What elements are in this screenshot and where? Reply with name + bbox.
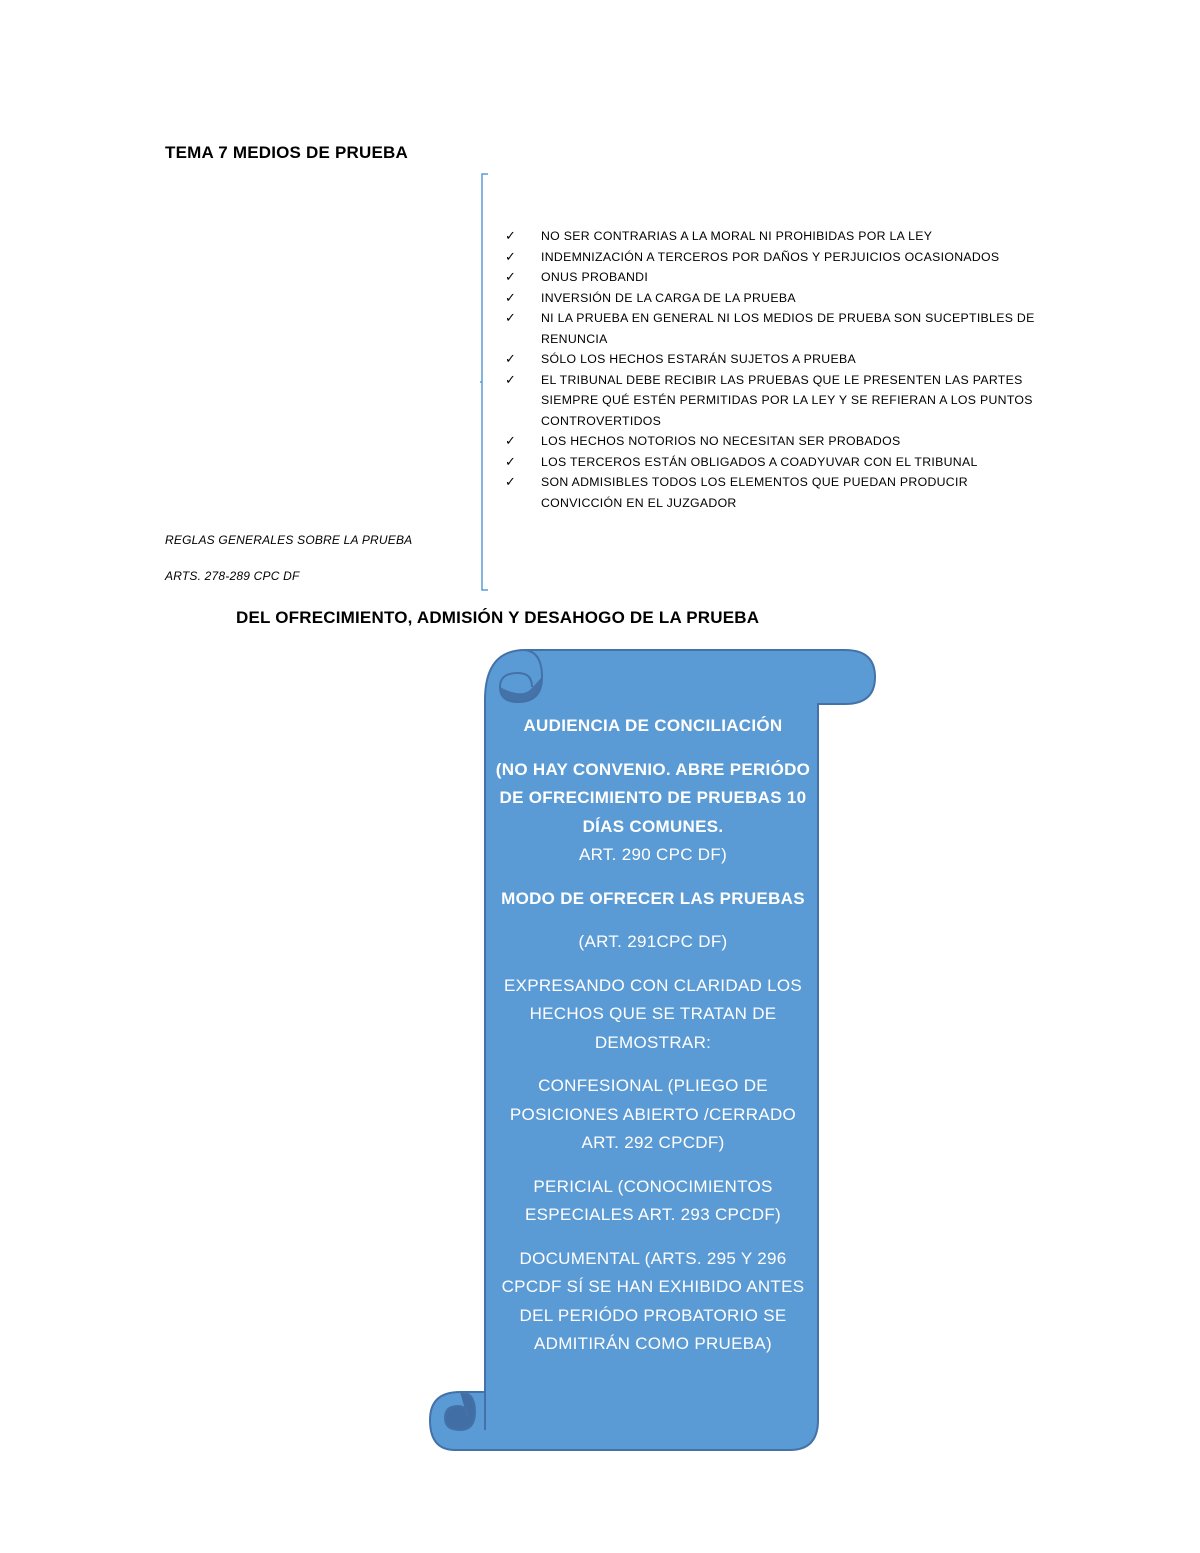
rules-heading: REGLAS GENERALES SOBRE LA PRUEBA [165,533,413,547]
checkmark-icon: ✓ [505,228,517,243]
rule-item [505,226,1045,247]
rule-item [505,370,1045,432]
checkmark-icon: ✓ [505,453,517,469]
rule-item [505,349,1045,370]
rule-text: INDEMNIZACIÓN A TERCEROS POR DAÑOS Y PERJUICIOS OCASIONADOS [541,249,1000,264]
checkmark-icon: ✓ [505,371,517,387]
rule-item [505,431,1045,452]
expresando-text: EXPRESANDO CON CLARIDAD LOS HECHOS QUE SE TRATAN DE DEMOSTRAR: [503,975,803,1052]
checkmark-icon: ✓ [505,289,517,305]
rule-text: NO SER CONTRARIAS A LA MORAL NI PROHIBIDAS POR LA LEY [541,229,933,243]
no-convenio-art: ART. 290 CPC DF) [578,845,728,864]
left-bracket [480,173,490,591]
rule-text: SÓLO LOS HECHOS ESTARÁN SUJETOS A PRUEBA [541,352,856,366]
pericial-text: PERICIAL (CONOCIMIENTOS ESPECIALES ART. 293 CPCDF) [525,1176,781,1224]
rule-text: ONUS PROBANDI [541,270,649,284]
modo-heading: MODO DE OFRECER LAS PRUEBAS [501,888,805,908]
rule-item [505,247,1045,268]
modo-art: (ART. 291CPC DF) [578,932,728,951]
confesional-text: CONFESIONAL (PLIEGO DE POSICIONES ABIERTO /CERRADO ART. 292 CPCDF) [509,1076,797,1152]
rule-item [505,308,1045,349]
checkmark-icon: ✓ [505,310,517,325]
section-heading: DEL OFRECIMIENTO, ADMISIÓN Y DESAHOGO DE LA PRUEBA [236,608,760,627]
documental-text: DOCUMENTAL (ARTS. 295 Y 296 CPCDF SÍ SE HAN EXHIBIDO ANTES DEL PERIÓDO PROBATORIO SE ADMITIRÁN COMO PRUEBA) [501,1248,805,1353]
rule-text: NI LA PRUEBA EN GENERAL NI LOS MEDIOS DE PRUEBA SON SUCEPTIBLES DE RENUNCIA [541,311,1035,346]
rule-item [505,472,1045,513]
rule-item [505,267,1045,288]
checkmark-icon: ✓ [505,248,517,264]
articles-reference: ARTS. 278-289 CPC DF [165,569,300,583]
rule-item [505,288,1045,309]
no-convenio-block [492,756,814,870]
rules-list [505,226,1045,513]
rule-text: LOS HECHOS NOTORIOS NO NECESITAN SER PROBADOS [541,434,901,448]
scroll-heading: AUDIENCIA DE CONCILIACIÓN [523,716,783,735]
rule-text: INVERSIÓN DE LA CARGA DE LA PRUEBA [541,290,796,305]
rule-text: LOS TERCEROS ESTÁN OBLIGADOS A COADYUVAR CON EL TRIBUNAL [541,454,978,469]
rule-text: EL TRIBUNAL DEBE RECIBIR LAS PRUEBAS QUE LE PRESENTEN LAS PARTES SIEMPRE QUÉ ESTÉN PERMITIDAS POR LA LEY Y SE REFIERAN A LOS PUNTOS CONTROVERTIDOS [541,372,1033,428]
document-title: TEMA 7 MEDIOS DE PRUEBA [165,143,408,162]
no-convenio-text: (NO HAY CONVENIO. ABRE PERIÓDO DE OFRECIMIENTO DE PRUEBAS 10 DÍAS COMUNES. [495,759,811,836]
checkmark-icon: ✓ [505,433,517,448]
checkmark-icon: ✓ [505,474,517,489]
scroll-content [492,712,814,1374]
checkmark-icon: ✓ [505,351,517,366]
checkmark-icon: ✓ [505,269,517,284]
rule-item [505,452,1045,473]
rule-text: SON ADMISIBLES TODOS LOS ELEMENTOS QUE PUEDAN PRODUCIR CONVICCIÓN EN EL JUZGADOR [541,475,968,510]
